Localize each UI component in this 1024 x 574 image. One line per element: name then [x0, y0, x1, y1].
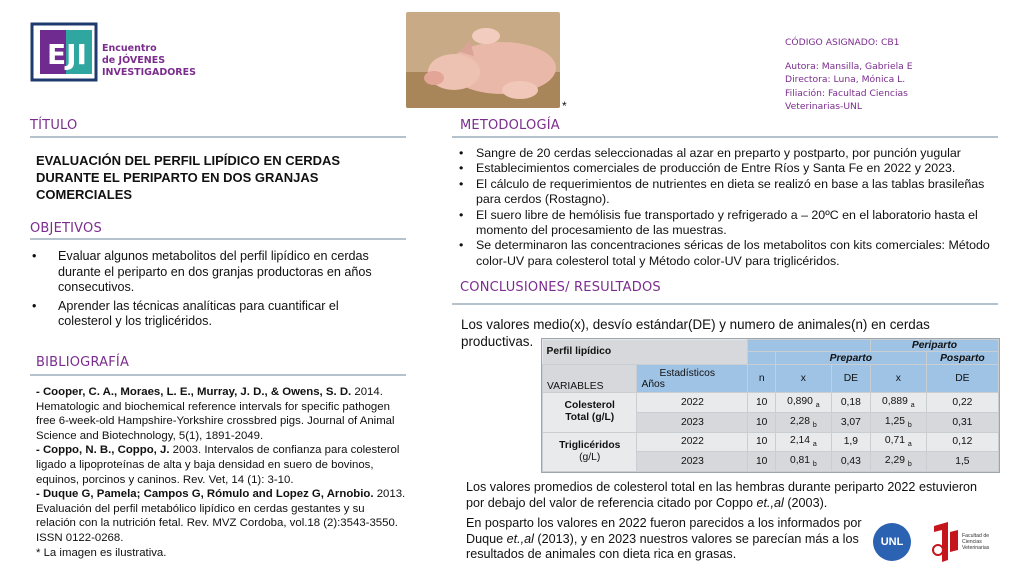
conclusiones-heading: CONCLUSIONES/ RESULTADOS — [460, 280, 661, 295]
titulo-heading: TÍTULO — [30, 118, 78, 133]
metodologia-heading: METODOLOGÍA — [460, 118, 560, 133]
reference: - Coppo, N. B., Coppo, J. 2003. Intervalos de confianza para colesterol ligado a lipoproteínas de alta y baja densidad en suero de bovinos, equinos, porcinos y caninos. Rev. Vet, 14 (1): 3-10. — [36, 444, 400, 486]
list-item: • Evaluar algunos metabolitos del perfil lipídico en cerdas durante el periparto en dos granjas productoras en años consecutivos. — [32, 249, 382, 296]
anios-label: Años — [641, 378, 665, 390]
table-row: Colesterol Total (g/L) 2022 10 0,890 $_a$ 0,18 0,889 $_a$ 0,22 — [543, 393, 999, 413]
objetivos-heading: OBJETIVOS — [30, 221, 102, 236]
eji-logo — [30, 18, 102, 84]
col-de: DE — [831, 365, 870, 393]
autora: Autora: Mansilla, Gabriela E — [785, 60, 913, 72]
objetivos-list — [32, 249, 382, 333]
posparto-header: Posparto — [926, 352, 998, 365]
image-asterisk: * — [562, 99, 567, 113]
list-item: • Establecimientos comerciales de producción de Entre Ríos y Santa Fe en 2022 y 2023. — [456, 161, 1006, 176]
metodologia-rule — [452, 136, 998, 138]
preparto-header: Preparto — [775, 352, 926, 365]
conclusiones-rule — [452, 303, 998, 305]
conclusion-paragraph: En posparto los valores en 2022 fueron parecidos a los informados por Duque et.,al (2013), y en 2023 nuestros valores se parecían más a los resultados de animales con dieta rica en grasas. — [466, 516, 862, 562]
periparto-header: Periparto — [870, 340, 998, 352]
filiacion-1: Filiación: Facultad Ciencias — [785, 87, 908, 99]
conclusions-text — [466, 480, 996, 568]
list-item: • El cálculo de requerimientos de nutrientes en dieta se realizó en base a las tablas brasileñas para cerdos (Rostagno). — [456, 177, 1006, 208]
results-table — [541, 338, 1000, 473]
table-row: 2023 10 2,28 $_b$ 3,07 1,25 $_b$ 0,31 — [543, 412, 999, 432]
logo-title: Encuentro de JÓVENES INVESTIGADORES — [102, 43, 196, 78]
table-caption: Los valores medio(x), desvío estándar(DE) y numero de animales(n) en cerdas productivas. — [461, 317, 930, 349]
bibliography — [36, 385, 406, 560]
logo-letters: EJI — [47, 38, 87, 71]
codigo-asignado: CÓDIGO ASIGNADO: CB1 — [785, 37, 900, 48]
list-item: • Sangre de 20 cerdas seleccionadas al azar en preparto y postparto, por punción yugular — [456, 146, 1006, 161]
pig-photo — [406, 12, 560, 108]
directora: Directora: Luna, Mónica L. — [785, 74, 906, 85]
col-x: x — [775, 365, 831, 393]
filiacion-2: Veterinarias-UNL — [785, 101, 863, 112]
variables-label: VARIABLES — [543, 365, 637, 393]
objetivos-rule — [30, 238, 406, 240]
fcv-logo-text: Facultad de Ciencias Veterinarias — [962, 533, 990, 551]
reference: - Duque G, Pamela; Campos G, Rómulo and Lopez G, Arnobio. 2013. Evaluación del perfil metabólico lipídico en cerdas gestantes y su relación con la nutrición fetal. Rev. MVZ Cordoba, vol.18 (2):3543-3550. ISSN 0122-0268. — [36, 488, 406, 544]
bibliografia-rule — [30, 374, 406, 376]
bibliografia-heading: BIBLIOGRAFÍA — [36, 355, 130, 370]
estadisticos-label: Estadísticos — [659, 367, 715, 379]
poster-title: EVALUACIÓN DEL PERFIL LIPÍDICO EN CERDAS DURANTE EL PERIPARTO EN DOS GRANJAS COMERCIALES — [36, 153, 341, 202]
reference: - Cooper, C. A., Moraes, L. E., Murray, J. D., & Owens, S. D. 2014. Hematologic and biochemical reference intervals for specific pathogen free 6-week-old Hampshire-Yorkshire crossbred pigs. Journal of Animal Science and Biotechnology, 5(1), 1891-2049. — [36, 386, 395, 442]
list-item: • Aprender las técnicas analíticas para cuantificar el colesterol y los triglicéridos. — [32, 299, 382, 330]
list-item: • El suero libre de hemólisis fue transportado y refrigerado a – 20ºC en el laboratorio hasta el momento del procesamiento de las muestras. — [456, 208, 1006, 239]
author-info — [785, 36, 913, 114]
conclusion-paragraph: Los valores promedios de colesterol total en las hembras durante periparto 2022 estuvieron por debajo del valor de referencia citado por Coppo et.,al (2003). — [466, 480, 978, 510]
unl-logo: UNL — [873, 523, 911, 561]
perfil-lipidico-label: Perfil lipídico — [546, 346, 612, 358]
col-x: x — [870, 365, 926, 393]
metodologia-list — [456, 146, 1006, 269]
table-row: Triglicéridos (g/L) 2022 10 2,14 $_a$ 1,9 0,71 $_a$ 0,12 — [543, 432, 999, 452]
titulo-rule — [30, 136, 406, 138]
image-note: * La imagen es ilustrativa. — [36, 546, 167, 559]
col-n: n — [748, 365, 776, 393]
col-de: DE — [926, 365, 998, 393]
list-item: • Se determinaron las concentraciones séricas de los metabolitos con kits comerciales: Método color-UV para colesterol total y Método color-UV para triglicéridos. — [456, 238, 1006, 269]
table-row: 2023 10 0,81 $_b$ 0,43 2,29 $_b$ 1,5 — [543, 452, 999, 472]
